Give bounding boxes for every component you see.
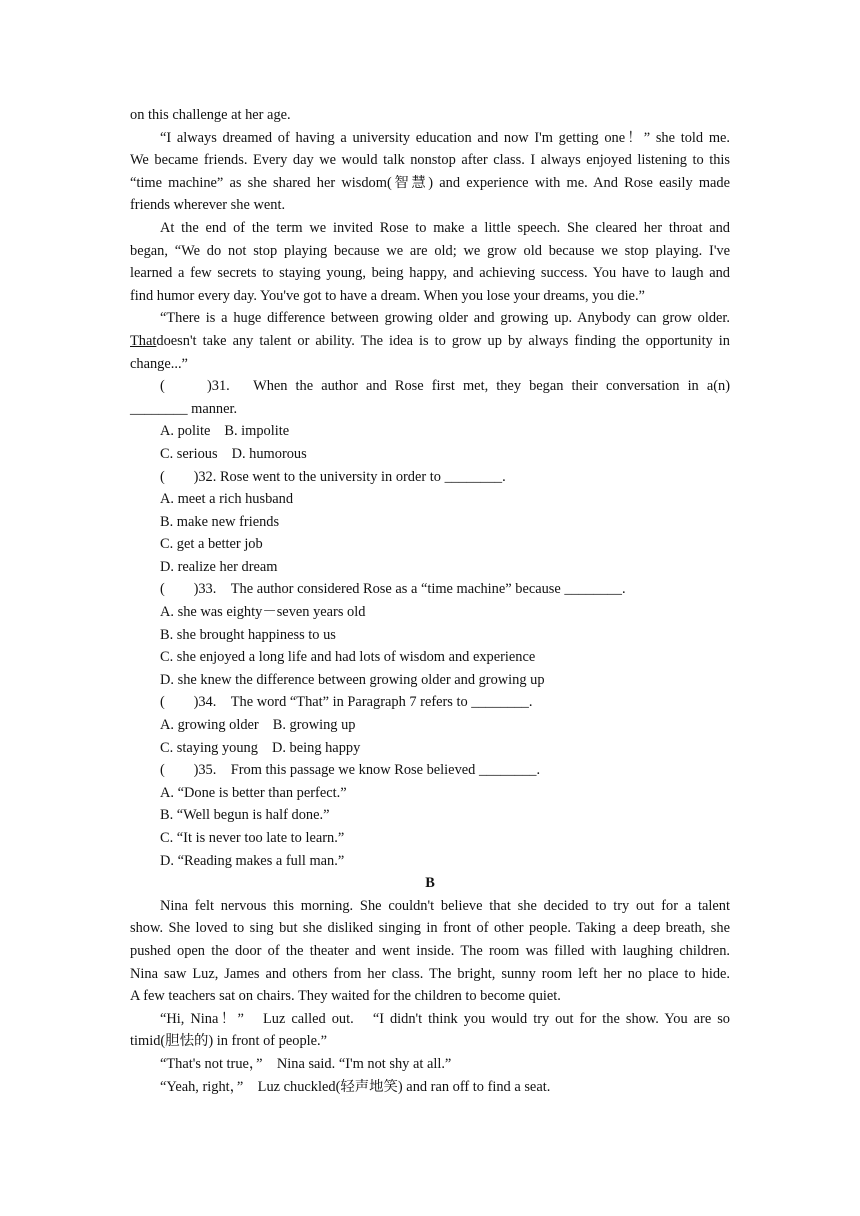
passage-a-line-rest: doesn't take any talent or ability. The idea is to grow up by always finding the opportunity in <box>156 332 730 349</box>
passage-b-line: show. She loved to sing but she disliked singing in front of other people. Taking a deep breath, she <box>130 920 730 937</box>
passage-a-line: We became friends. Every day we would talk nonstop after class. I always enjoyed listening to this <box>130 152 730 169</box>
passage-a-line: began, “We do not stop playing because we are old; we grow old because we stop playing. I've <box>130 242 730 259</box>
passage-a-line: change...” <box>130 355 188 372</box>
passage-a-line: At the end of the term we invited Rose to make a little speech. She cleared her throat and <box>160 219 730 236</box>
option-c: C. “It is never too late to learn.” <box>160 830 345 846</box>
passage-b-line: timid(胆怯的) in front of people.” <box>130 1033 328 1050</box>
option-b: B. growing up <box>272 717 356 734</box>
option-c: C. she enjoyed a long life and had lots of wisdom and experience <box>160 649 536 666</box>
option-d: D. she knew the difference between growing older and growing up <box>160 671 545 688</box>
passage-a-line: friends wherever she went. <box>130 197 286 214</box>
option-b: B. impolite <box>224 423 290 440</box>
passage-a-line-that <box>130 330 730 353</box>
question-31-options-ab <box>130 420 730 443</box>
passage-a-line: on this challenge at her age. <box>130 107 291 123</box>
passage-b-line: A few teachers sat on chairs. They waited for the children to become quiet. <box>130 988 561 1005</box>
section-heading: B <box>425 875 435 892</box>
passage-a-line: find humor every day. You've got to have a dream. When you lose your dreams, you die.” <box>130 287 645 304</box>
option-a: A. polite <box>160 423 211 440</box>
passage-b-line: pushed open the door of the theater and went inside. The room was filled with laughing children. <box>130 942 730 959</box>
passage-a-line: “time machine” as she shared her wisdom(智慧) and experience with me. And Rose easily made <box>130 174 730 191</box>
question-34-options-ab <box>130 714 730 737</box>
underlined-that: That <box>130 332 157 349</box>
option-d: D. “Reading makes a full man.” <box>160 852 345 869</box>
passage-a-line: “There is a huge difference between growing older and growing up. Anybody can grow older. <box>160 310 730 327</box>
question-31: ( )31. When the author and Rose first met, they began their conversation in a(n) <box>160 378 730 395</box>
question-31-options-cd <box>130 443 730 466</box>
option-a: A. meet a rich husband <box>160 491 294 508</box>
passage-b-line: “That's not true，” Nina said. “I'm not shy at all.” <box>160 1055 452 1072</box>
option-a: A. growing older <box>160 717 259 734</box>
passage-a-line: “I always dreamed of having a university education and now I'm getting one！” she told me. <box>160 129 730 146</box>
question-33: ( )33. The author considered Rose as a “time machine” because ________. <box>160 581 626 598</box>
passage-a-line: learned a few secrets to staying young, being happy, and achieving success. You have to laugh and <box>130 265 730 282</box>
option-a: A. “Done is better than perfect.” <box>160 784 347 801</box>
option-c: C. staying young <box>160 739 258 756</box>
passage-b-line: “Yeah, right，” Luz chuckled(轻声地笑) and ran off to find a seat. <box>160 1078 551 1095</box>
option-c: C. serious <box>160 445 218 462</box>
option-d: D. realize her dream <box>160 558 278 575</box>
document-page <box>130 104 730 1098</box>
question-34: ( )34. The word “That” in Paragraph 7 refers to ________. <box>160 694 533 711</box>
question-34-options-cd <box>130 737 730 760</box>
question-32: ( )32. Rose went to the university in order to ________. <box>160 468 506 485</box>
option-b: B. “Well begun is half done.” <box>160 807 330 824</box>
question-31-cont: ________ manner. <box>130 400 238 417</box>
option-d: D. humorous <box>231 445 307 462</box>
passage-b-line: Nina saw Luz, James and others from her class. The bright, sunny room left her no place to hide. <box>130 965 730 982</box>
passage-b-line: Nina felt nervous this morning. She couldn't believe that she decided to try out for a talent <box>160 897 730 914</box>
option-b: B. make new friends <box>160 513 280 530</box>
question-35: ( )35. From this passage we know Rose believed ________. <box>160 762 541 779</box>
option-c: C. get a better job <box>160 536 263 553</box>
option-d: D. being happy <box>271 739 361 756</box>
passage-b-line: “Hi, Nina！” Luz called out. “I didn't think you would try out for the show. You are so <box>160 1010 730 1027</box>
option-a: A. she was eighty－seven years old <box>160 604 366 621</box>
option-b: B. she brought happiness to us <box>160 626 336 643</box>
